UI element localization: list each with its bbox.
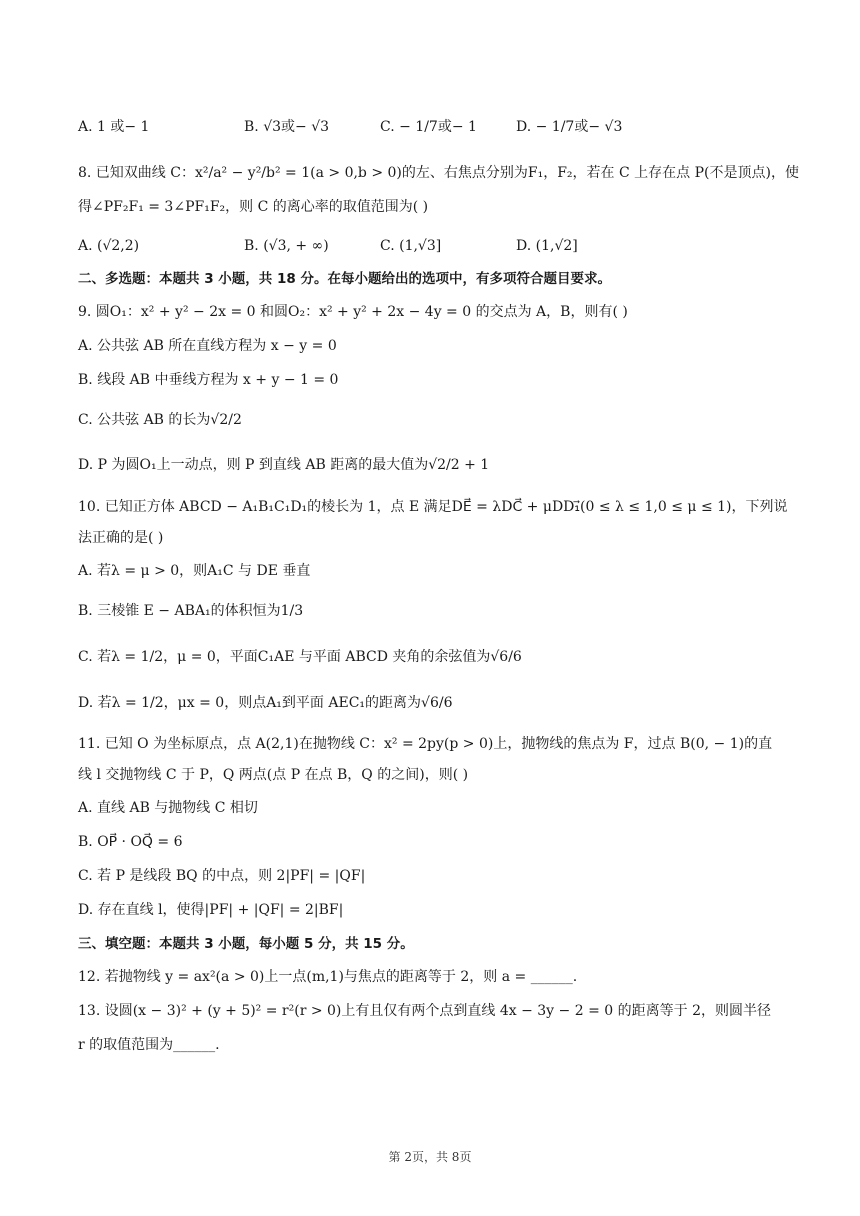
- q8-stem-line1: 8. 已知双曲线 C：x²/a² − y²/b² = 1(a > 0,b > 0)的左、右焦点分别为F₁，F₂，若在 C 上存在点 P(不是顶点)，使: [78, 165, 799, 181]
- q11-option-b: B. OP⃗ · OQ⃗ = 6: [78, 834, 183, 850]
- section-2-heading: 二、多选题：本题共 3 小题，共 18 分。在每小题给出的选项中，有多项符合题目要求。: [78, 271, 611, 287]
- q8-stem-line2: 得∠PF₂F₁ = 3∠PF₁F₂，则 C 的离心率的取值范围为( ): [78, 199, 429, 215]
- q7-options: [78, 117, 784, 137]
- q10-stem-line2: 法正确的是( ): [78, 530, 164, 546]
- q9-option-b: B. 线段 AB 中垂线方程为 x + y − 1 = 0: [78, 372, 339, 388]
- q9-option-c: C. 公共弦 AB 的长为√2/2: [78, 412, 242, 428]
- q7-option-c: C. − 1/7或− 1: [380, 119, 477, 135]
- q11-stem-line2: 线 l 交抛物线 C 于 P，Q 两点(点 P 在点 B，Q 的之间)，则( ): [78, 767, 469, 783]
- q13-stem-line1: 13. 设圆(x − 3)² + (y + 5)² = r²(r > 0)上有且仅有两个点到直线 4x − 3y − 2 = 0 的距离等于 2，则圆半径: [78, 1003, 771, 1019]
- q8-option-b: B. (√3, + ∞): [244, 238, 329, 254]
- q7-option-a: A. 1 或− 1: [78, 119, 150, 135]
- q9-option-d: D. P 为圆O₁上一动点，则 P 到直线 AB 距离的最大值为√2/2 + 1: [78, 457, 490, 473]
- q10-option-b: B. 三棱锥 E − ABA₁的体积恒为1/3: [78, 603, 304, 619]
- q12-stem: 12. 若抛物线 y = ax²(a > 0)上一点(m,1)与焦点的距离等于 2，则 a = ______.: [78, 969, 578, 985]
- q11-option-c: C. 若 P 是线段 BQ 的中点，则 2|PF| = |QF|: [78, 868, 366, 884]
- q10-option-d: D. 若λ = 1/2，μx = 0，则点A₁到平面 AEC₁的距离为√6/6: [78, 695, 453, 711]
- section-3-heading: 三、填空题：本题共 3 小题，每小题 5 分，共 15 分。: [78, 936, 414, 952]
- q11-stem-line1: 11. 已知 O 为坐标原点，点 A(2,1)在抛物线 C：x² = 2py(p > 0)上，抛物线的焦点为 F，过点 B(0, − 1)的直: [78, 736, 773, 752]
- q9-stem: 9. 圆O₁：x² + y² − 2x = 0 和圆O₂：x² + y² + 2x − 4y = 0 的交点为 A，B，则有( ): [78, 304, 628, 320]
- q10-option-a: A. 若λ = μ > 0，则A₁C 与 DE 垂直: [78, 563, 311, 579]
- q11-option-a: A. 直线 AB 与抛物线 C 相切: [78, 800, 258, 816]
- q11-option-d: D. 存在直线 l，使得|PF| + |QF| = 2|BF|: [78, 902, 344, 918]
- q10-stem-line1: 10. 已知正方体 ABCD − A₁B₁C₁D₁的棱长为 1，点 E 满足DE⃗ = λDC⃗ + μDD₁⃗(0 ≤ λ ≤ 1,0 ≤ μ ≤ 1)，下列说: [78, 499, 788, 515]
- q9-option-a: A. 公共弦 AB 所在直线方程为 x − y = 0: [78, 338, 337, 354]
- q8-option-a: A. (√2,2): [78, 238, 140, 254]
- page-footer: 第 2页，共 8页: [388, 1150, 472, 1164]
- q8-option-c: C. (1,√3]: [380, 238, 442, 254]
- q7-option-d: D. − 1/7或− √3: [516, 119, 623, 135]
- q8-options: [78, 236, 784, 256]
- q13-stem-line2: r 的取值范围为______.: [78, 1037, 220, 1053]
- q10-option-c: C. 若λ = 1/2，μ = 0，平面C₁AE 与平面 ABCD 夹角的余弦值为√6/6: [78, 649, 522, 665]
- q8-option-d: D. (1,√2]: [516, 238, 578, 254]
- q7-option-b: B. √3或− √3: [244, 119, 330, 135]
